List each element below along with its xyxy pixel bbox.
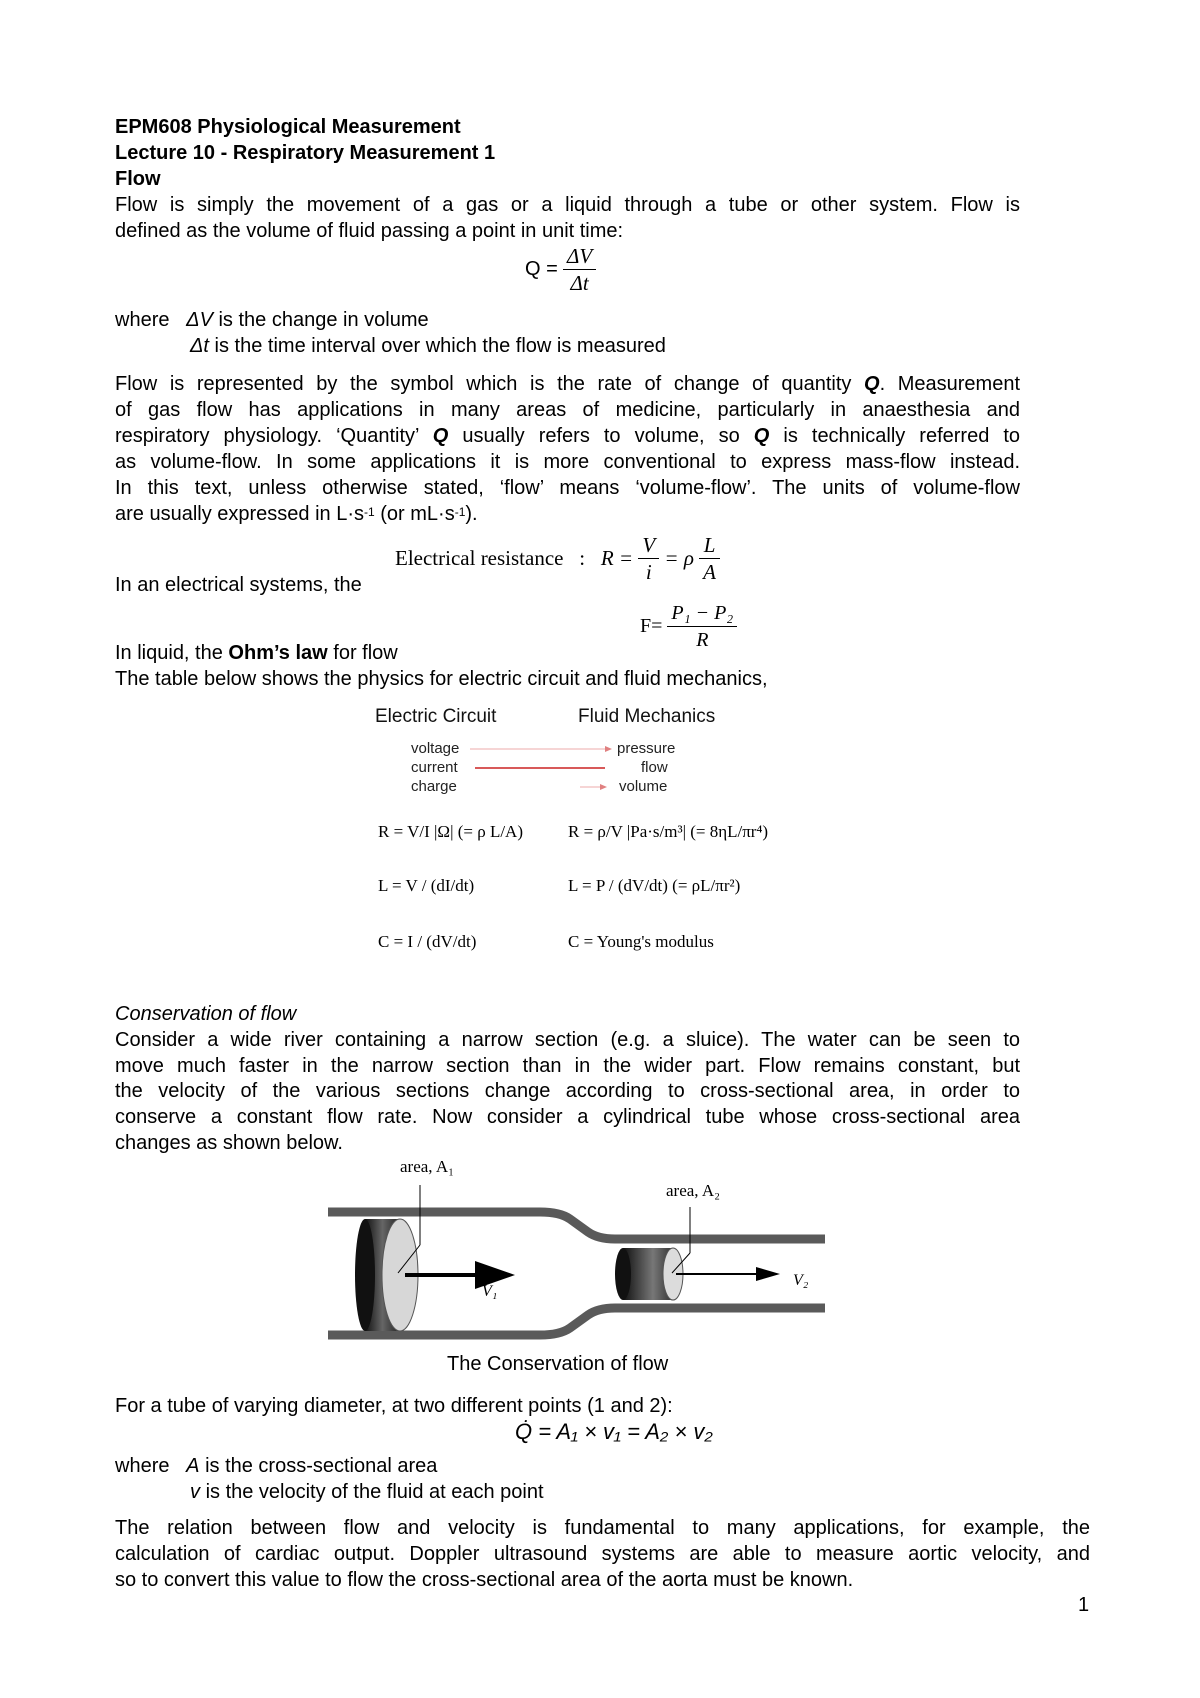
arrow-head xyxy=(600,784,607,790)
disc-a1-back xyxy=(355,1219,375,1331)
eq-num: L xyxy=(699,532,720,559)
para-line: In this text, unless otherwise stated, ‘flow’ means ‘volume-flow’. The units of volume-flow xyxy=(115,477,1020,499)
analogy-left-charge: charge xyxy=(411,778,457,795)
eq-num: P₁ − P₂ xyxy=(667,600,737,627)
intro-line: defined as the volume of fluid passing a point in unit time: xyxy=(115,220,624,242)
text-run: In liquid, the xyxy=(115,642,223,664)
conservation-heading: Conservation of flow xyxy=(115,1003,297,1025)
analogy-left-voltage: voltage xyxy=(411,740,460,757)
label-area-a2: area, A₂ xyxy=(666,1181,721,1200)
continuity-equation: Q̇ = A₁ × v₁ = A₂ × v₂ xyxy=(515,1419,713,1444)
eq-colon: : xyxy=(579,546,586,570)
ohms-law-term: Ohm’s law xyxy=(228,642,328,664)
text-run: are usually expressed in L·s xyxy=(115,503,365,525)
analogy-header-right: Fluid Mechanics xyxy=(578,706,716,727)
label-v1: V₁ xyxy=(482,1283,498,1300)
text-run: usually refers to volume, so xyxy=(462,425,740,447)
where-label: where xyxy=(115,309,170,331)
eq-lhs: F= xyxy=(640,615,663,637)
label-v2: V₂ xyxy=(793,1272,809,1289)
tube-line: For a tube of varying diameter, at two different points (1 and 2): xyxy=(115,1395,673,1417)
text-run: is technically referred to xyxy=(783,425,1021,447)
formula-c-electric: C = I / (dV/dt) xyxy=(378,932,477,951)
para-line: as volume-flow. In some applications it is more conventional to express mass-flow instead. xyxy=(115,451,1020,473)
conservation-line: move much faster in the narrow section than in the wider part. Flow remains constant, but xyxy=(115,1055,1020,1077)
doc-title: EPM608 Physiological Measurement xyxy=(115,116,461,138)
disc-a2-back xyxy=(615,1248,631,1300)
conservation-line: Consider a wide river containing a narrow section (e.g. a sluice). The water can be seen to xyxy=(115,1029,1020,1051)
label-area-a1: area, A₁ xyxy=(400,1157,455,1176)
text-run: ). xyxy=(465,503,478,525)
arrow-head xyxy=(605,746,612,752)
q-symbol: Q xyxy=(753,425,770,447)
text-run: respiratory physiology. ‘Quantity’ xyxy=(115,425,419,447)
v-text: is the velocity of the fluid at each point xyxy=(205,1481,544,1503)
eq-label: Electrical resistance xyxy=(395,546,564,570)
final-line: so to convert this value to flow the cross-sectional area of the aorta must be known. xyxy=(115,1569,854,1591)
eq-num: ΔV xyxy=(563,243,596,270)
eq-den: Δt xyxy=(570,271,589,295)
para-line xyxy=(115,501,1020,527)
text-run: Flow is represented by the symbol which is the rate of change of quantity xyxy=(115,373,852,395)
lecture-title: Lecture 10 - Respiratory Measurement 1 xyxy=(115,142,496,164)
analogy-right-flow: flow xyxy=(641,759,668,776)
eq-den: R xyxy=(696,629,709,651)
analogy-header-left: Electric Circuit xyxy=(375,706,497,727)
eq-num: V xyxy=(638,532,659,559)
a-symbol: A xyxy=(186,1455,200,1477)
analogy-left-current: current xyxy=(411,759,458,776)
para-line xyxy=(115,371,1020,397)
formula-l-electric: L = V / (dI/dt) xyxy=(378,876,475,895)
text-run: for flow xyxy=(333,642,398,664)
figure-caption: The Conservation of flow xyxy=(447,1353,669,1375)
v-symbol: v xyxy=(190,1481,200,1503)
formula-c-fluid: C = Young's modulus xyxy=(568,932,714,951)
eq-lhs: Q = xyxy=(525,258,558,280)
where-v xyxy=(190,1479,1095,1505)
text-run: . Measurement xyxy=(879,373,1020,395)
formula-l-fluid: L = P / (dV/dt) (= ρL/πr²) xyxy=(568,876,741,895)
tube-diagram xyxy=(320,1155,840,1350)
section-heading: Flow xyxy=(115,168,161,190)
conservation-line: the velocity of the various sections change according to cross-sectional area, in order to xyxy=(115,1080,1020,1102)
where-dv xyxy=(115,307,1020,333)
analogy-right-pressure: pressure xyxy=(617,740,676,757)
dt-text: is the time interval over which the flow is measured xyxy=(214,335,666,357)
page-number: 1 xyxy=(1078,1594,1090,1616)
eq-rho: = ρ xyxy=(664,546,694,570)
where-label: where xyxy=(115,1455,170,1477)
q-symbol: Q xyxy=(432,425,449,447)
where-a xyxy=(115,1453,1020,1479)
a-text: is the cross-sectional area xyxy=(205,1455,438,1477)
where-dt xyxy=(190,333,1095,359)
analogy-right-volume: volume xyxy=(619,778,668,795)
eq-den: A xyxy=(703,560,716,584)
eq-fraction xyxy=(563,243,596,296)
dv-text: is the change in volume xyxy=(218,309,429,331)
conservation-line: conserve a constant flow rate. Now consider a cylindrical tube whose cross-sectional area xyxy=(115,1106,1020,1128)
dv-symbol: ΔV xyxy=(186,309,213,331)
q-symbol: Q xyxy=(864,373,880,395)
eq-den: i xyxy=(645,560,652,584)
conservation-line: changes as shown below. xyxy=(115,1132,343,1154)
formula-r-electric: R = V/I |Ω| (= ρ L/A) xyxy=(378,822,523,841)
final-line: calculation of cardiac output. Doppler ultrasound systems are able to measure aortic velocity, and xyxy=(115,1543,1090,1565)
formula-r-fluid: R = ρ/V |Pa·s/m³| (= 8ηL/πr⁴) xyxy=(568,822,769,841)
para-line xyxy=(115,423,1020,449)
electrical-line: In an electrical systems, the xyxy=(115,574,362,596)
para-line: of gas flow has applications in many areas of medicine, particularly in anaesthesia and xyxy=(115,399,1020,421)
eq-r: R = xyxy=(600,546,634,570)
final-line: The relation between flow and velocity is fundamental to many applications, for example, the xyxy=(115,1517,1090,1539)
intro-line: Flow is simply the movement of a gas or a liquid through a tube or other system. Flow is xyxy=(115,194,1020,216)
flow-equation xyxy=(525,243,596,296)
analogy-arrows xyxy=(460,740,620,800)
text-run: (or mL·s xyxy=(380,503,455,525)
superscript: -1 xyxy=(364,505,375,519)
superscript: -1 xyxy=(454,505,466,519)
table-intro: The table below shows the physics for electric circuit and fluid mechanics, xyxy=(115,668,768,690)
velocity-arrowhead-2 xyxy=(756,1267,780,1281)
liquid-line xyxy=(115,640,1020,666)
dt-symbol: Δt xyxy=(190,335,209,357)
